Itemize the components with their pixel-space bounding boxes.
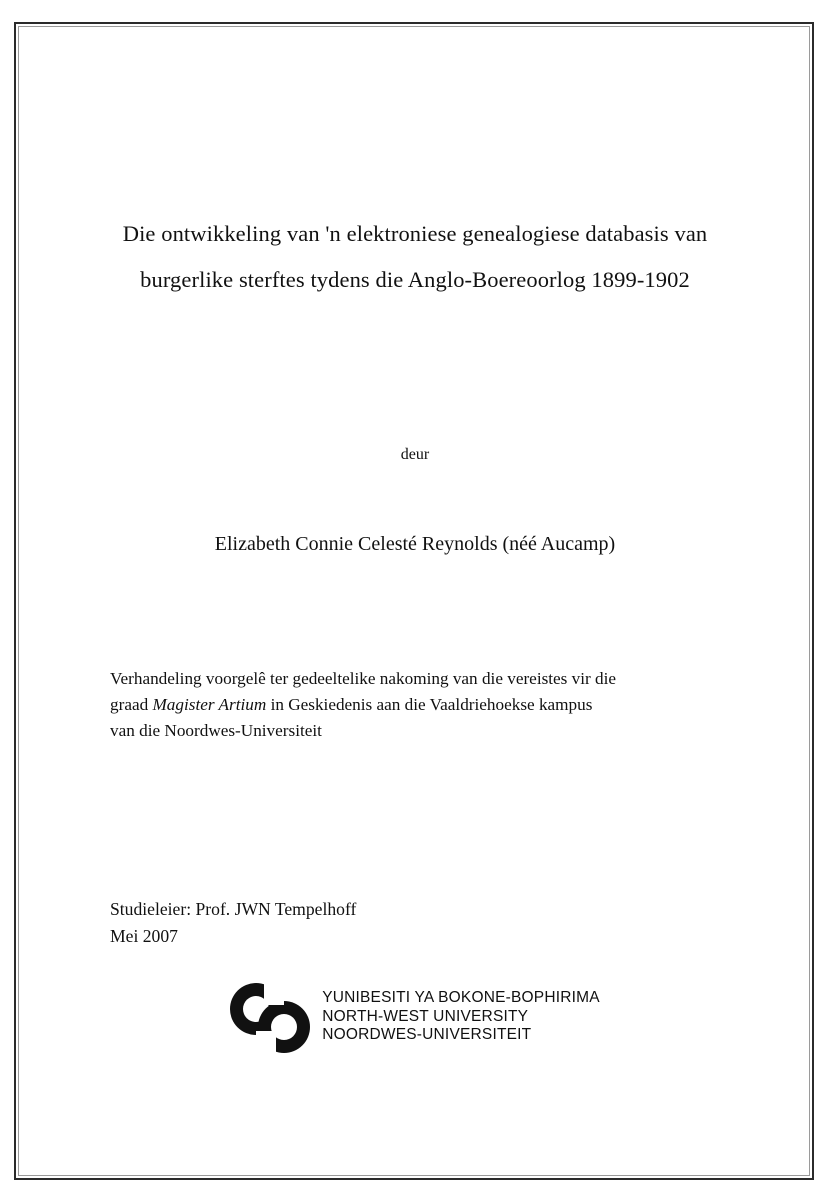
degree-statement-line-2 [110, 692, 730, 718]
degree-statement-line-3: van die Noordwes-Universiteit [110, 721, 322, 740]
university-logo [90, 981, 740, 1053]
by-label: deur [400, 446, 430, 463]
degree-statement-line-1: Verhandeling voorgelê ter gedeeltelike nakoming van die vereistes vir die [110, 669, 617, 688]
degree-name: Magister Artium [152, 695, 267, 714]
university-name-afrikaans: NOORDWES-UNIVERSITEIT [322, 1026, 532, 1044]
author-name: Elizabeth Connie Celesté Reynolds (néé Aucamp) [214, 533, 616, 555]
thesis-title [90, 211, 740, 303]
supervisor-block [110, 896, 730, 950]
title-line-1: Die ontwikkeling van 'n elektroniese genealogiese databasis van [122, 221, 708, 246]
submission-date: Mei 2007 [110, 926, 178, 946]
logo-notch-top [264, 983, 284, 1005]
page-content [90, 26, 740, 1176]
university-name-block [322, 989, 600, 1045]
degree-statement-line-2-pre: graad [110, 695, 153, 714]
degree-statement [110, 666, 730, 744]
nwu-logo-icon [230, 981, 312, 1053]
degree-statement-line-2-post: in Geskiedenis aan die Vaaldriehoekse kampus [266, 695, 593, 714]
university-name-english: NORTH-WEST UNIVERSITY [322, 1007, 529, 1025]
university-name-setswana: YUNIBESITI YA BOKONE-BOPHIRIMA [322, 989, 600, 1007]
logo-notch-bottom [256, 1031, 276, 1053]
title-line-2: burgerlike sterftes tydens die Anglo-Boereoorlog 1899-1902 [140, 267, 690, 292]
supervisor-name: Studieleier: Prof. JWN Tempelhoff [110, 899, 357, 919]
